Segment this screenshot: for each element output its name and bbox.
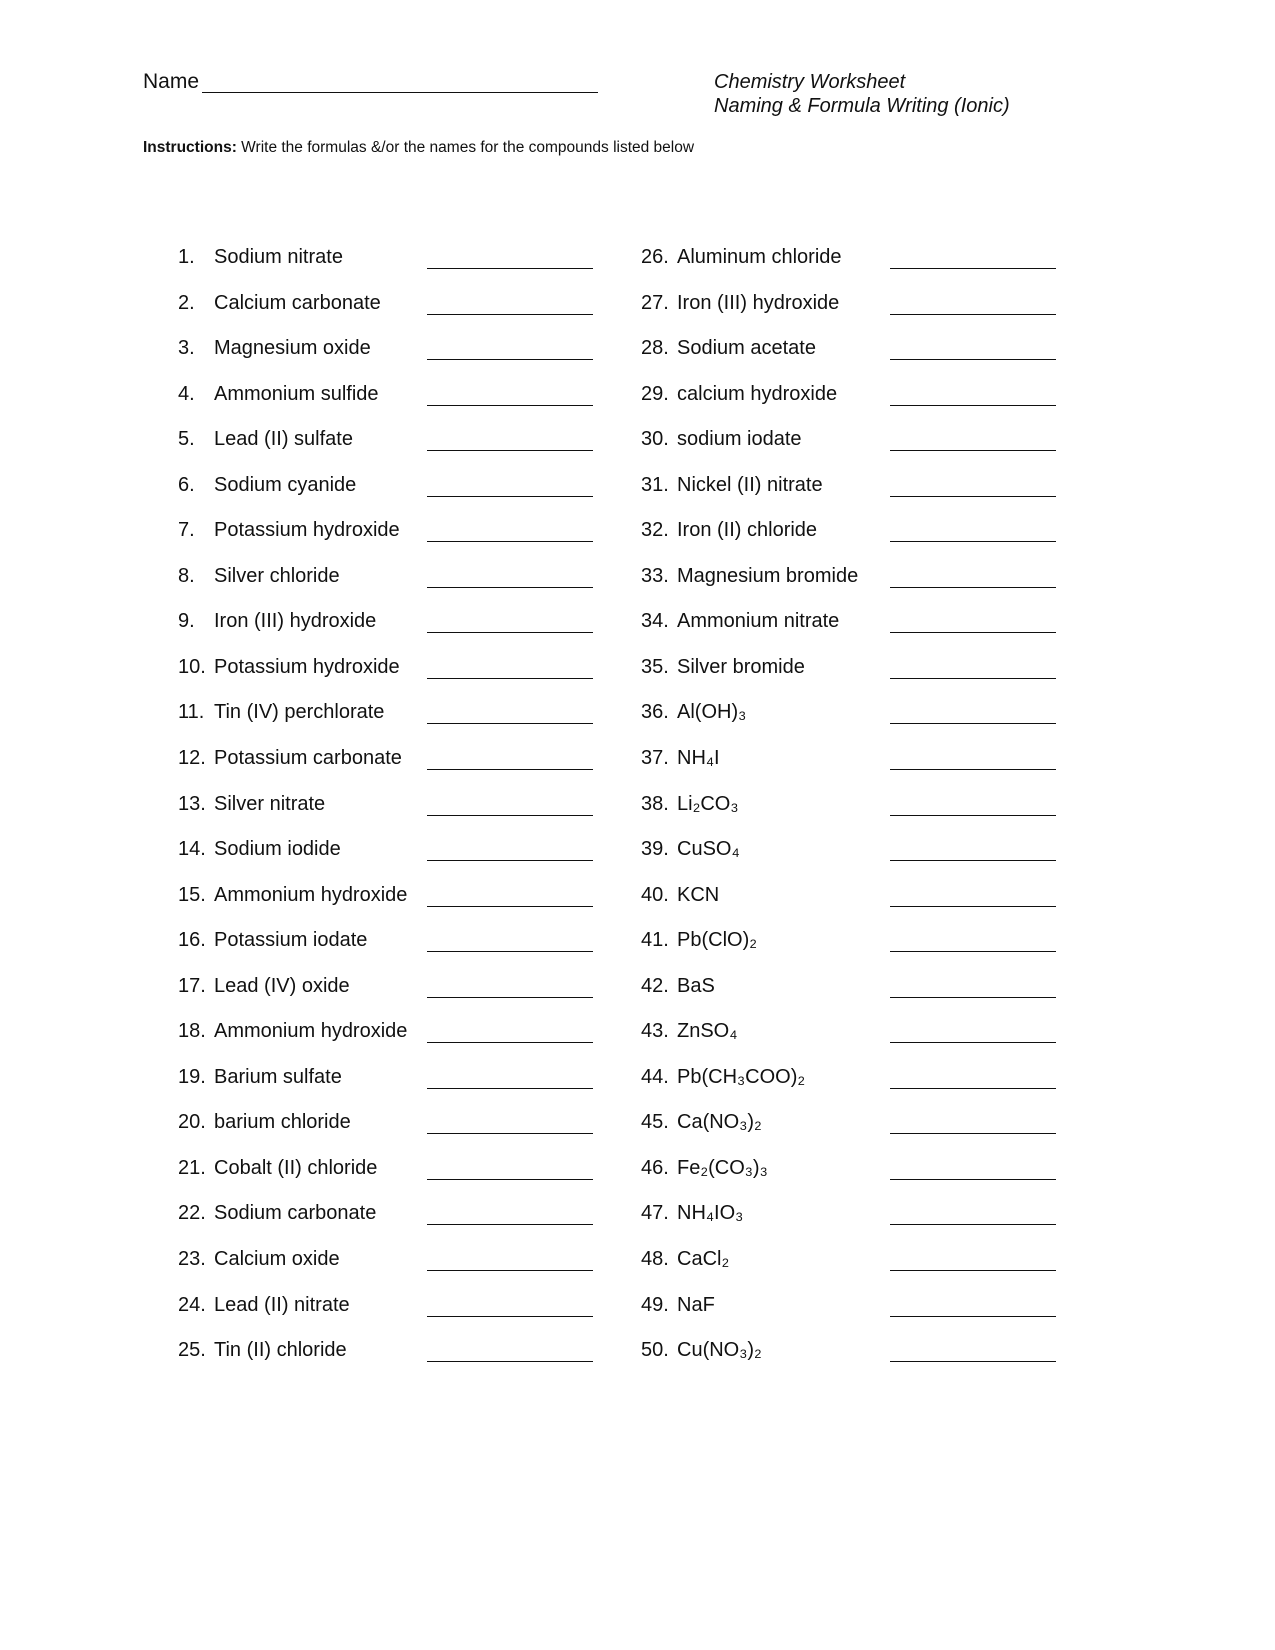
compound-label: Potassium iodate <box>214 929 368 952</box>
answer-line[interactable] <box>427 314 593 315</box>
question-number: 11. <box>178 701 205 724</box>
question-item <box>178 975 598 1021</box>
compound-label: sodium iodate <box>677 428 802 451</box>
answer-line[interactable] <box>427 815 593 816</box>
answer-line[interactable] <box>890 268 1056 269</box>
answer-line[interactable] <box>427 723 593 724</box>
compound-label: Sodium acetate <box>677 337 816 360</box>
question-item <box>178 793 598 839</box>
compound-label: Iron (III) hydroxide <box>677 291 840 314</box>
answer-line[interactable] <box>890 860 1056 861</box>
compound-label: Cu(NO₃)₂ <box>677 1339 762 1362</box>
compound-label: Sodium cyanide <box>214 473 357 496</box>
name-answer-line[interactable] <box>202 92 598 93</box>
question-item <box>178 1248 598 1294</box>
answer-line[interactable] <box>890 1270 1056 1271</box>
question-item <box>178 474 598 520</box>
question-item <box>641 474 1061 520</box>
question-item <box>178 1157 598 1203</box>
question-item <box>178 1202 598 1248</box>
answer-line[interactable] <box>427 678 593 679</box>
compound-label: Al(OH)₃ <box>677 701 747 724</box>
right-column <box>641 246 1061 1385</box>
question-number: 24. <box>178 1293 206 1316</box>
question-number: 29. <box>641 382 669 405</box>
answer-line[interactable] <box>427 997 593 998</box>
question-number: 27. <box>641 291 669 314</box>
compound-label: ZnSO₄ <box>677 1020 738 1043</box>
question-number: 45. <box>641 1111 669 1134</box>
question-item <box>178 1111 598 1157</box>
answer-line[interactable] <box>427 359 593 360</box>
answer-line[interactable] <box>890 1224 1056 1225</box>
question-item <box>178 610 598 656</box>
compound-label: Magnesium bromide <box>677 564 859 587</box>
answer-line[interactable] <box>890 405 1056 406</box>
answer-line[interactable] <box>427 1088 593 1089</box>
answer-line[interactable] <box>890 587 1056 588</box>
question-number: 5. <box>178 428 195 451</box>
question-number: 28. <box>641 337 669 360</box>
question-number: 4. <box>178 382 195 405</box>
compound-label: Potassium hydroxide <box>214 655 400 678</box>
question-number: 6. <box>178 473 195 496</box>
answer-line[interactable] <box>890 359 1056 360</box>
answer-line[interactable] <box>427 1316 593 1317</box>
answer-line[interactable] <box>890 541 1056 542</box>
question-item <box>641 1339 1061 1385</box>
question-number: 15. <box>178 883 206 906</box>
question-number: 41. <box>641 929 669 952</box>
answer-line[interactable] <box>890 678 1056 679</box>
compound-label: Lead (IV) oxide <box>214 974 350 997</box>
compound-label: Iron (III) hydroxide <box>214 610 377 633</box>
question-number: 17. <box>178 974 206 997</box>
compound-label: Ammonium nitrate <box>677 610 840 633</box>
answer-line[interactable] <box>890 723 1056 724</box>
question-number: 8. <box>178 564 195 587</box>
question-number: 36. <box>641 701 669 724</box>
answer-line[interactable] <box>890 1316 1056 1317</box>
question-number: 25. <box>178 1339 206 1362</box>
question-item <box>641 656 1061 702</box>
compound-label: Calcium carbonate <box>214 291 381 314</box>
question-number: 9. <box>178 610 195 633</box>
left-column <box>178 246 598 1385</box>
answer-line[interactable] <box>427 496 593 497</box>
question-item <box>641 929 1061 975</box>
question-item <box>178 838 598 884</box>
compound-label: Sodium nitrate <box>214 246 343 268</box>
question-item <box>178 383 598 429</box>
compound-label: Potassium carbonate <box>214 747 402 770</box>
question-number: 40. <box>641 883 669 906</box>
question-item <box>641 337 1061 383</box>
question-item <box>641 1111 1061 1157</box>
question-number: 42. <box>641 974 669 997</box>
compound-label: CaCl₂ <box>677 1248 730 1271</box>
answer-line[interactable] <box>427 1361 593 1362</box>
compound-label: Tin (II) chloride <box>214 1339 347 1362</box>
question-number: 49. <box>641 1293 669 1316</box>
question-item <box>178 1020 598 1066</box>
question-number: 48. <box>641 1248 669 1271</box>
answer-line[interactable] <box>890 1042 1056 1043</box>
question-item <box>178 428 598 474</box>
question-number: 39. <box>641 838 669 861</box>
question-number: 10. <box>178 655 206 678</box>
answer-line[interactable] <box>890 450 1056 451</box>
compound-label: Silver chloride <box>214 564 340 587</box>
question-number: 30. <box>641 428 669 451</box>
compound-label: NH₄I <box>677 747 720 770</box>
question-number: 43. <box>641 1020 669 1043</box>
question-number: 16. <box>178 929 206 952</box>
question-item <box>641 519 1061 565</box>
answer-line[interactable] <box>427 1224 593 1225</box>
question-number: 32. <box>641 519 669 542</box>
question-number: 44. <box>641 1065 669 1088</box>
answer-line[interactable] <box>427 541 593 542</box>
question-item <box>178 884 598 930</box>
compound-label: Silver nitrate <box>214 792 326 815</box>
answer-line[interactable] <box>890 632 1056 633</box>
question-number: 33. <box>641 564 669 587</box>
question-number: 1. <box>178 246 195 268</box>
answer-line[interactable] <box>890 769 1056 770</box>
question-number: 34. <box>641 610 669 633</box>
answer-line[interactable] <box>427 268 593 269</box>
instructions <box>143 139 694 157</box>
question-number: 7. <box>178 519 195 542</box>
answer-line[interactable] <box>890 1179 1056 1180</box>
question-number: 19. <box>178 1065 206 1088</box>
compound-label: barium chloride <box>214 1111 351 1134</box>
question-number: 3. <box>178 337 195 360</box>
compound-label: Silver bromide <box>677 655 805 678</box>
question-item <box>641 1157 1061 1203</box>
answer-line[interactable] <box>427 405 593 406</box>
compound-label: Lead (II) nitrate <box>214 1293 350 1316</box>
question-item <box>641 838 1061 884</box>
compound-label: Nickel (II) nitrate <box>677 473 823 496</box>
compound-label: Ammonium hydroxide <box>214 1020 408 1043</box>
question-item <box>178 565 598 611</box>
question-item <box>641 246 1061 292</box>
title-line-2: Naming & Formula Writing (Ionic) <box>714 95 1010 117</box>
compound-label: Li₂CO₃ <box>677 792 739 815</box>
question-item <box>178 701 598 747</box>
compound-label: Aluminum chloride <box>677 246 842 268</box>
question-number: 13. <box>178 792 206 815</box>
question-item <box>641 975 1061 1021</box>
question-number: 21. <box>178 1156 206 1179</box>
question-number: 50. <box>641 1339 669 1362</box>
compound-label: Ammonium sulfide <box>214 382 379 405</box>
answer-line[interactable] <box>890 314 1056 315</box>
instructions-label: Instructions: <box>143 139 237 156</box>
answer-line[interactable] <box>427 906 593 907</box>
question-item <box>178 246 598 292</box>
question-item <box>641 1248 1061 1294</box>
question-number: 14. <box>178 838 206 861</box>
question-number: 38. <box>641 792 669 815</box>
compound-label: Tin (IV) perchlorate <box>214 701 385 724</box>
compound-label: Fe₂(CO₃)₃ <box>677 1156 768 1179</box>
question-item <box>641 793 1061 839</box>
question-item <box>641 610 1061 656</box>
question-item <box>641 1294 1061 1340</box>
question-item <box>641 884 1061 930</box>
question-number: 18. <box>178 1020 206 1043</box>
question-item <box>178 337 598 383</box>
answer-line[interactable] <box>427 1133 593 1134</box>
question-number: 26. <box>641 246 669 268</box>
answer-line[interactable] <box>427 450 593 451</box>
question-number: 12. <box>178 747 206 770</box>
answer-line[interactable] <box>890 906 1056 907</box>
title-line-1: Chemistry Worksheet <box>714 71 906 93</box>
answer-line[interactable] <box>427 632 593 633</box>
question-item <box>178 1339 598 1385</box>
compound-label: Magnesium oxide <box>214 337 371 360</box>
answer-line[interactable] <box>427 860 593 861</box>
compound-label: NaF <box>677 1293 715 1316</box>
worksheet-title <box>714 70 1010 118</box>
question-item <box>641 1066 1061 1112</box>
name-label: Name <box>143 70 200 93</box>
answer-line[interactable] <box>427 1179 593 1180</box>
compound-label: Barium sulfate <box>214 1065 342 1088</box>
question-number: 23. <box>178 1248 206 1271</box>
question-item <box>641 292 1061 338</box>
compound-label: Iron (II) chloride <box>677 519 818 542</box>
answer-line[interactable] <box>890 1361 1056 1362</box>
compound-label: Pb(ClO)₂ <box>677 929 757 952</box>
question-number: 22. <box>178 1202 206 1225</box>
compound-label: Sodium iodide <box>214 838 341 861</box>
compound-label: Cobalt (II) chloride <box>214 1156 378 1179</box>
question-item <box>178 929 598 975</box>
question-item <box>641 1020 1061 1066</box>
answer-line[interactable] <box>427 1270 593 1271</box>
question-number: 47. <box>641 1202 669 1225</box>
answer-line[interactable] <box>427 1042 593 1043</box>
question-item <box>641 701 1061 747</box>
question-number: 20. <box>178 1111 206 1134</box>
question-item <box>178 292 598 338</box>
answer-line[interactable] <box>890 951 1056 952</box>
answer-line[interactable] <box>427 951 593 952</box>
compound-label: Sodium carbonate <box>214 1202 377 1225</box>
answer-line[interactable] <box>890 1133 1056 1134</box>
question-item <box>178 1066 598 1112</box>
answer-line[interactable] <box>890 815 1056 816</box>
question-number: 37. <box>641 747 669 770</box>
question-item <box>641 428 1061 474</box>
answer-line[interactable] <box>890 496 1056 497</box>
question-item <box>178 747 598 793</box>
instructions-text: Write the formulas &/or the names for the compounds listed below <box>236 139 695 156</box>
compound-label: CuSO₄ <box>677 838 740 861</box>
compound-label: Potassium hydroxide <box>214 519 400 542</box>
compound-label: calcium hydroxide <box>677 382 838 405</box>
answer-line[interactable] <box>427 587 593 588</box>
question-item <box>178 1294 598 1340</box>
compound-label: Calcium oxide <box>214 1248 340 1271</box>
compound-label: Lead (II) sulfate <box>214 428 353 451</box>
compound-label: Pb(CH₃COO)₂ <box>677 1065 806 1088</box>
question-number: 31. <box>641 473 669 496</box>
answer-line[interactable] <box>427 769 593 770</box>
question-item <box>178 656 598 702</box>
compound-label: Ammonium hydroxide <box>214 883 408 906</box>
question-item <box>178 519 598 565</box>
answer-line[interactable] <box>890 1088 1056 1089</box>
compound-label: BaS <box>677 974 715 997</box>
compound-label: NH₄IO₃ <box>677 1202 744 1225</box>
question-item <box>641 383 1061 429</box>
compound-label: KCN <box>677 883 720 906</box>
question-number: 35. <box>641 655 669 678</box>
compound-label: Ca(NO₃)₂ <box>677 1111 762 1134</box>
answer-line[interactable] <box>890 997 1056 998</box>
question-item <box>641 1202 1061 1248</box>
question-item <box>641 747 1061 793</box>
question-item <box>641 565 1061 611</box>
question-number: 46. <box>641 1156 669 1179</box>
question-number: 2. <box>178 291 195 314</box>
